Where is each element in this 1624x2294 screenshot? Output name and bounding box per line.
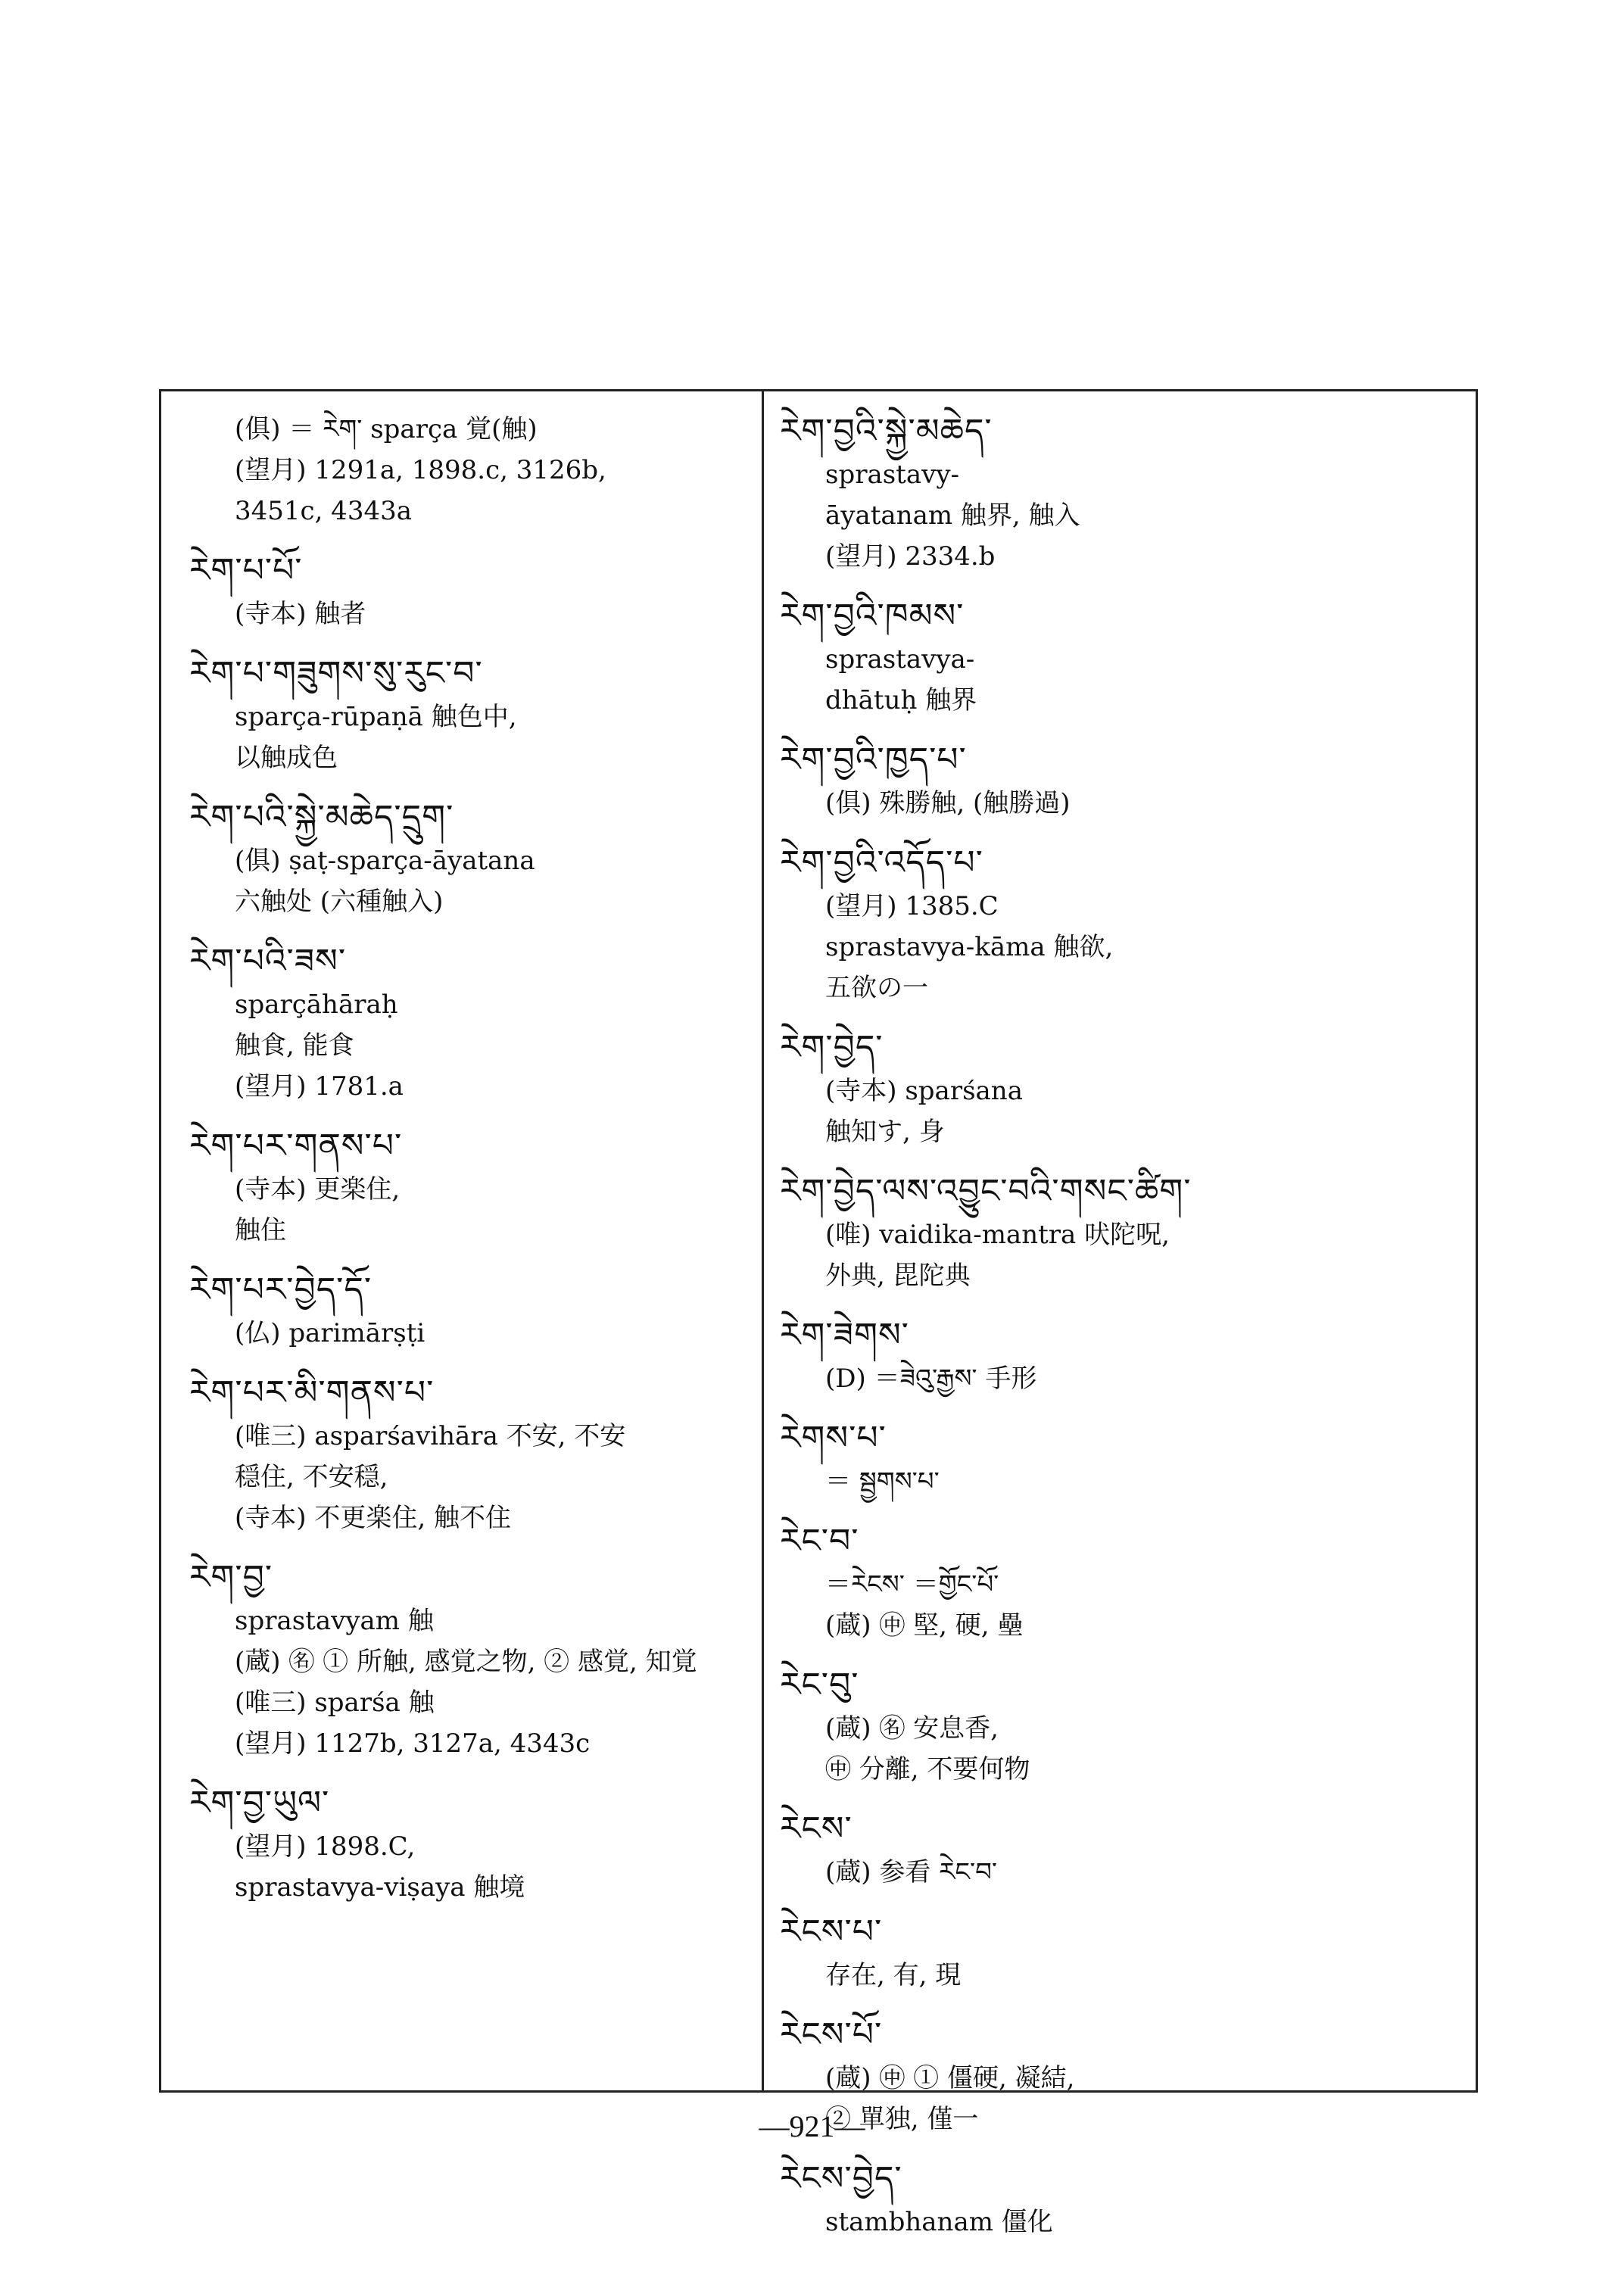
entry-line: 触住: [235, 1215, 286, 1245]
tibetan-headword: རེག་བྱ་: [189, 1558, 273, 1597]
tibetan-headword: རེག་བྱེད་: [780, 1028, 884, 1067]
tibetan-headword: རེངས་: [780, 1809, 853, 1848]
tibetan-headword: རེག་བྱ་ཡུལ་: [189, 1784, 330, 1822]
entry-line: (D) ＝ཟེའུ་རྒྱས་ 手形: [825, 1364, 1037, 1394]
entry-line: stambhanam 僵化: [825, 2207, 1053, 2237]
left-column: [189, 409, 750, 1925]
entry-line: (蔵) ㊔ 安息香,: [825, 1713, 999, 1744]
tibetan-headword: རེག་བྱའི་ཁམས་: [780, 597, 965, 635]
column-divider: [762, 389, 764, 2093]
entry-line: (寺本) 触者: [235, 599, 366, 629]
tibetan-headword: རེག་པ་པོ་: [189, 551, 303, 590]
dictionary-entry: [780, 1519, 1461, 1646]
dictionary-entry: [189, 1370, 750, 1538]
dictionary-entry: [189, 548, 750, 634]
entry-line: 3451c, 4343a: [235, 496, 412, 526]
entry-line: (唯三) asparśavihāra 不安, 不安: [235, 1421, 626, 1451]
entry-line: 以触成色: [235, 743, 338, 773]
tibetan-headword: རེག་བྱའི་ཁྱད་པ་: [780, 740, 967, 779]
entry-line: sprastavya-kāma 触欲,: [825, 932, 1114, 962]
tibetan-headword: རེགས་པ་: [780, 1419, 887, 1457]
tibetan-headword: རེང་བ་: [780, 1522, 859, 1560]
entry-line: ② 單独, 僅一: [825, 2104, 979, 2134]
tibetan-headword: རེག་པར་བྱེད་དོ་: [189, 1270, 372, 1309]
dictionary-entry: [189, 1555, 750, 1764]
entry-line: (俱) ṣaṭ-sparça-āyatana: [235, 846, 535, 876]
entry-line: (蔵) ㊥ 堅, 硬, 壘: [825, 1610, 1024, 1641]
tibetan-headword: རེག་པའི་ཟས་: [189, 942, 347, 980]
dictionary-entry: [780, 409, 1461, 577]
entry-line: (望月) 2334.b: [825, 541, 996, 572]
entry-line: (蔵) ㊔ ① 所触, 感覚之物, ② 感覚, 知覚: [235, 1647, 697, 1677]
entry-line: (望月) 1898.C,: [235, 1831, 416, 1862]
entry-line: 外典, 毘陀典: [825, 1261, 971, 1291]
entry-line: 五欲の一: [825, 973, 928, 1003]
dictionary-entry: [189, 1267, 750, 1354]
dictionary-entry: [780, 1806, 1461, 1893]
entry-line: sprastavy-: [825, 460, 960, 490]
dictionary-entry: [189, 795, 750, 922]
entry-line: āyatanam 触界, 触入: [825, 500, 1080, 531]
tibetan-headword: རེག་པར་གནས་པ་: [189, 1127, 403, 1165]
entry-line: (蔵) 参看 རེང་བ་: [825, 1857, 998, 1887]
dictionary-entry: [189, 651, 750, 778]
entry-line: sparça-rūpaṇā 触色中,: [235, 702, 517, 732]
entry-line: ＝རེངས་ ＝གྱོང་པོ་: [825, 1569, 999, 1600]
entry-line: 触食, 能食: [235, 1030, 354, 1061]
dictionary-entry: [780, 594, 1461, 721]
entry-line: ㊥ 分離, 不要何物: [825, 1754, 1030, 1784]
dictionary-entry: [189, 1781, 750, 1908]
dictionary-entry: [780, 1169, 1461, 1296]
right-column: [780, 409, 1461, 2259]
entry-line: (望月) 1127b, 3127a, 4343c: [235, 1728, 591, 1759]
entry-line: (望月) 1385.C: [825, 891, 999, 921]
dictionary-entry: [780, 1313, 1461, 1399]
entry-line: (仏) parimārṣṭi: [235, 1318, 425, 1348]
entry-line: (唯) vaidika-mantra 吠陀呪,: [825, 1220, 1170, 1250]
tibetan-headword: རེག་བྱའི་སྐྱེ་མཆེད་: [780, 412, 993, 450]
entry-line: 存在, 有, 現: [825, 1960, 962, 1990]
entry-line: (俱) ＝ རེག་ sparça 覚(触): [235, 414, 538, 444]
entry-line: (唯三) sparśa 触: [235, 1688, 435, 1718]
entry-line: 触知す, 身: [825, 1117, 945, 1147]
entry-line: (蔵) ㊥ ① 僵硬, 凝結,: [825, 2063, 1075, 2093]
entry-line: sparçāhāraḥ: [235, 990, 398, 1020]
entry-line: 穏住, 不安穏,: [235, 1462, 388, 1492]
entry-line: sprastavyam 触: [235, 1606, 434, 1636]
tibetan-headword: རེག་པའི་སྐྱེ་མཆེད་དྲུག་: [189, 798, 454, 837]
page-number: —921—: [759, 2109, 865, 2143]
tibetan-headword: རེངས་པོ་: [780, 2015, 883, 2054]
dictionary-entry: [780, 2156, 1461, 2243]
entry-line: (寺本) 更楽住,: [235, 1174, 401, 1205]
dictionary-entry: [780, 1025, 1461, 1152]
tibetan-headword: རེག་བྱེད་ལས་འབྱུང་བའི་གསང་ཚིག་: [780, 1172, 1192, 1211]
tibetan-headword: རེངས་བྱེད་: [780, 2159, 902, 2198]
entry-line: dhātuḥ 触界: [825, 685, 977, 715]
tibetan-headword: རེག་པ་གཟུགས་སུ་རུང་བ་: [189, 654, 483, 693]
dictionary-entry: [780, 1663, 1461, 1790]
tibetan-headword: རེག་ཟེགས་: [780, 1316, 909, 1354]
entry-line: (俱) 殊勝触, (触勝過): [825, 788, 1071, 818]
entry-line: (寺本) 不更楽住, 触不住: [235, 1503, 511, 1533]
entry-line: sprastavya-viṣaya 触境: [235, 1872, 525, 1903]
dictionary-entry: [780, 737, 1461, 824]
entry-line: (望月) 1781.a: [235, 1071, 404, 1102]
tibetan-headword: རེངས་པ་: [780, 1912, 883, 1951]
dictionary-entry: [189, 939, 750, 1107]
dictionary-entry: [189, 1124, 750, 1251]
entry-line: sprastavya-: [825, 644, 975, 675]
tibetan-headword: རེང་བུ་: [780, 1666, 859, 1704]
dictionary-entry: [189, 409, 750, 531]
entry-line: ＝ སྦྱགས་པ་: [825, 1466, 940, 1497]
dictionary-entry: [780, 1909, 1461, 1996]
tibetan-headword: རེག་པར་མི་གནས་པ་: [189, 1373, 435, 1412]
dictionary-entry: [780, 840, 1461, 1008]
tibetan-headword: རེག་བྱའི་འདོད་པ་: [780, 843, 983, 882]
entry-line: 六触处 (六種触入): [235, 887, 444, 917]
entry-line: (寺本) sparśana: [825, 1076, 1023, 1106]
entry-line: (望月) 1291a, 1898.c, 3126b,: [235, 455, 606, 485]
dictionary-entry: [780, 1416, 1461, 1502]
